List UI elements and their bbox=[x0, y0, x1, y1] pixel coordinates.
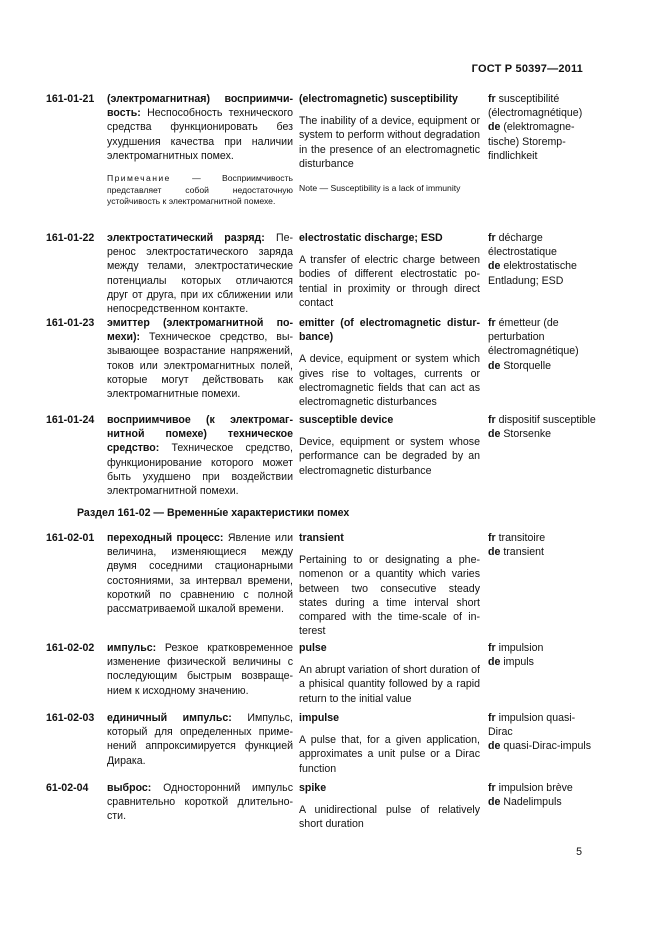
en-definition: A pulse that, for a given application, approximates a unit pulse or a Dirac function bbox=[299, 734, 480, 775]
en-term: pulse bbox=[299, 642, 327, 654]
en-definition: A transfer of electric charge between bodies of different electrostatic potential in proximity or through direct contact bbox=[299, 254, 480, 309]
de-label: de bbox=[488, 121, 501, 134]
fr-de-cell bbox=[488, 413, 598, 441]
de-term: Nadelimpuls bbox=[503, 796, 562, 809]
fr-equivalent bbox=[488, 781, 598, 795]
de-label: de bbox=[488, 428, 501, 441]
fr-equivalent bbox=[488, 316, 598, 359]
ru-note bbox=[107, 173, 293, 208]
fr-de-cell bbox=[488, 711, 598, 754]
fr-de-cell bbox=[488, 231, 598, 288]
fr-equivalent bbox=[488, 231, 598, 259]
de-label: de bbox=[488, 740, 501, 753]
fr-equivalent bbox=[488, 641, 598, 655]
en-definition: Pertaining to or designating a phenomenon or a quantity which varies between two consecutive steady states during a time interval short compared with the time-scale of interest bbox=[299, 554, 480, 638]
ru-definition-cell bbox=[107, 316, 293, 401]
fr-label: fr bbox=[488, 642, 496, 654]
de-label: de bbox=[488, 796, 501, 809]
de-label: de bbox=[488, 260, 501, 273]
de-equivalent bbox=[488, 120, 598, 163]
de-term: Storsenke bbox=[503, 428, 552, 441]
entry-number: 161-01-22 bbox=[46, 232, 95, 244]
ru-note-text: — Восприимчивость представляет собой недостаточную устойчивость к электромагнитной помехе. bbox=[107, 173, 294, 207]
en-definition-cell bbox=[299, 231, 480, 310]
entry-number: 161-01-24 bbox=[46, 414, 95, 426]
entry-number: 61-02-04 bbox=[46, 782, 89, 794]
ru-definition: Перенос электростатического заряда между телами, электростатические потенциалы которых отличаются друг от друга, при их сближении или непосредственном контакте. bbox=[107, 232, 293, 316]
fr-label: fr bbox=[488, 317, 496, 329]
ru-definition: Односторонний импульс сравнительно короткой длительности. bbox=[107, 782, 293, 823]
ru-term: выброс: bbox=[107, 782, 152, 794]
de-equivalent bbox=[488, 545, 598, 559]
de-term: transient bbox=[503, 546, 544, 559]
de-equivalent bbox=[488, 259, 598, 287]
ru-term: импульс: bbox=[107, 642, 157, 654]
en-term: (electromagnetic) susceptibility bbox=[299, 93, 458, 105]
fr-label: fr bbox=[488, 532, 496, 544]
de-label: de bbox=[488, 359, 501, 372]
ru-definition-cell bbox=[107, 231, 293, 316]
ru-definition: Импульс, который для определенных применений аппроксимируется функцией Дирака. bbox=[107, 712, 293, 767]
ru-definition-cell bbox=[107, 781, 293, 824]
fr-de-cell bbox=[488, 316, 598, 373]
de-term: (elektromagnetische) Storempfindlichkeit bbox=[488, 121, 575, 162]
en-definition: An abrupt variation of short duration of a phisical quantity followed by a rapid return to the initial value bbox=[299, 664, 480, 705]
en-term: electrostatic discharge; ESD bbox=[299, 232, 443, 244]
fr-equivalent bbox=[488, 711, 598, 739]
fr-label: fr bbox=[488, 414, 496, 426]
en-definition-cell bbox=[299, 711, 480, 776]
fr-term: impulsion bbox=[498, 642, 544, 654]
de-term: quasi-Dirac-impuls bbox=[503, 740, 592, 753]
ru-term: эмиттер (электромагнитной помехи): bbox=[107, 317, 293, 344]
entry-number: 161-01-23 bbox=[46, 317, 95, 329]
en-definition-cell bbox=[299, 316, 480, 409]
de-term: Storquelle bbox=[503, 359, 552, 372]
fr-de-cell bbox=[488, 641, 598, 669]
ru-definition: Техническое средство, вызывающее возрастание напряжений, токов или электромагнитных полей, которые могут действовать как электромагнитные помехи. bbox=[107, 331, 293, 401]
ru-term: единичный импульс: bbox=[107, 712, 232, 724]
de-equivalent bbox=[488, 359, 598, 373]
fr-term: décharge électrostatique bbox=[488, 232, 557, 259]
fr-term: impulsion brève bbox=[498, 782, 573, 794]
ru-definition-cell bbox=[107, 413, 293, 498]
en-definition-cell bbox=[299, 781, 480, 832]
ru-definition: Явление или величина, изменяющиеся между двумя соседними стационарными состояниями, за интервал времени, короткий по сравнению с полной рассматриваемой шкалой времени. bbox=[107, 532, 294, 616]
fr-label: fr bbox=[488, 93, 496, 105]
de-label: de bbox=[488, 546, 501, 559]
ru-definition-cell bbox=[107, 92, 293, 208]
fr-de-cell bbox=[488, 92, 598, 163]
fr-label: fr bbox=[488, 232, 496, 244]
de-equivalent bbox=[488, 427, 598, 441]
fr-label: fr bbox=[488, 712, 496, 724]
ru-definition: Техническое средство, функционирование которого может быть ухудшено при воздействии электромагнитной помехи. bbox=[107, 442, 293, 498]
fr-term: impulsion quasi-Dirac bbox=[488, 712, 576, 739]
fr-term: susceptibilité (électromagnétique) bbox=[488, 93, 583, 120]
ru-definition-cell bbox=[107, 641, 293, 698]
fr-term: transitoire bbox=[498, 532, 546, 544]
de-equivalent bbox=[488, 655, 598, 669]
ru-term: восприимчивое (к электромагнитной помехе) техническое средство: bbox=[107, 414, 293, 455]
section-title: Раздел 161-02 — Временны́е характеристики помех bbox=[77, 507, 350, 519]
ru-definition: Резкое кратковременное изменение физической величины с последующим быстрым возвращением к исходному значению. bbox=[107, 642, 293, 697]
fr-term: émetteur (de perturbation électromagnétique) bbox=[488, 317, 579, 358]
en-definition-cell bbox=[299, 531, 480, 638]
fr-label: fr bbox=[488, 782, 496, 794]
en-definition: A unidirectional pulse of relatively short duration bbox=[299, 804, 480, 831]
fr-term: dispositif susceptible bbox=[498, 414, 596, 426]
en-definition: The inability of a device, equipment or system to perform without degradation in the presence of an electromagnetic disturbance bbox=[299, 115, 480, 170]
de-equivalent bbox=[488, 795, 598, 809]
entry-number: 161-02-01 bbox=[46, 532, 95, 544]
ru-definition: Неспособность технического средства функционировать без ухудшения качества при наличии электромагнитных помех. bbox=[107, 107, 293, 162]
en-definition-cell bbox=[299, 92, 480, 195]
fr-de-cell bbox=[488, 531, 598, 559]
de-label: de bbox=[488, 656, 501, 669]
en-term: spike bbox=[299, 782, 327, 794]
de-term: impuls bbox=[503, 656, 534, 669]
ru-definition-cell bbox=[107, 711, 293, 768]
page-number: 5 bbox=[576, 846, 582, 858]
en-term: emitter (of electromagnetic disturbance) bbox=[299, 317, 480, 344]
fr-de-cell bbox=[488, 781, 598, 809]
en-definition-cell bbox=[299, 641, 480, 706]
en-definition-cell bbox=[299, 413, 480, 478]
en-term: susceptible device bbox=[299, 414, 394, 426]
ru-definition-cell bbox=[107, 531, 293, 616]
entry-number: 161-02-03 bbox=[46, 712, 95, 724]
en-note: Note — Susceptibility is a lack of immunity bbox=[299, 183, 461, 194]
fr-equivalent bbox=[488, 413, 598, 427]
en-term: impulse bbox=[299, 712, 340, 724]
entry-number: 161-02-02 bbox=[46, 642, 95, 654]
en-definition: Device, equipment or system whose performance can be degraded by an electromagnetic disturbance bbox=[299, 436, 480, 477]
ru-term: электростатический разряд: bbox=[107, 232, 265, 244]
ru-note-label: Примечание bbox=[107, 173, 171, 184]
de-equivalent bbox=[488, 739, 598, 753]
ru-term: переходный процесс: bbox=[107, 532, 224, 544]
de-term: elektrostatische Entladung; ESD bbox=[488, 260, 577, 287]
page-header: ГОСТ Р 50397—2011 bbox=[471, 63, 583, 75]
fr-equivalent bbox=[488, 531, 598, 545]
ru-term: (электромагнитная) восприимчивость: bbox=[107, 93, 293, 120]
fr-equivalent bbox=[488, 92, 598, 120]
en-definition: A device, equipment or system which gives rise to voltages, currents or electromagnetic fields that can act as electromagnetic disturbances bbox=[299, 353, 480, 409]
en-term: transient bbox=[299, 532, 344, 544]
entry-number: 161-01-21 bbox=[46, 93, 95, 105]
